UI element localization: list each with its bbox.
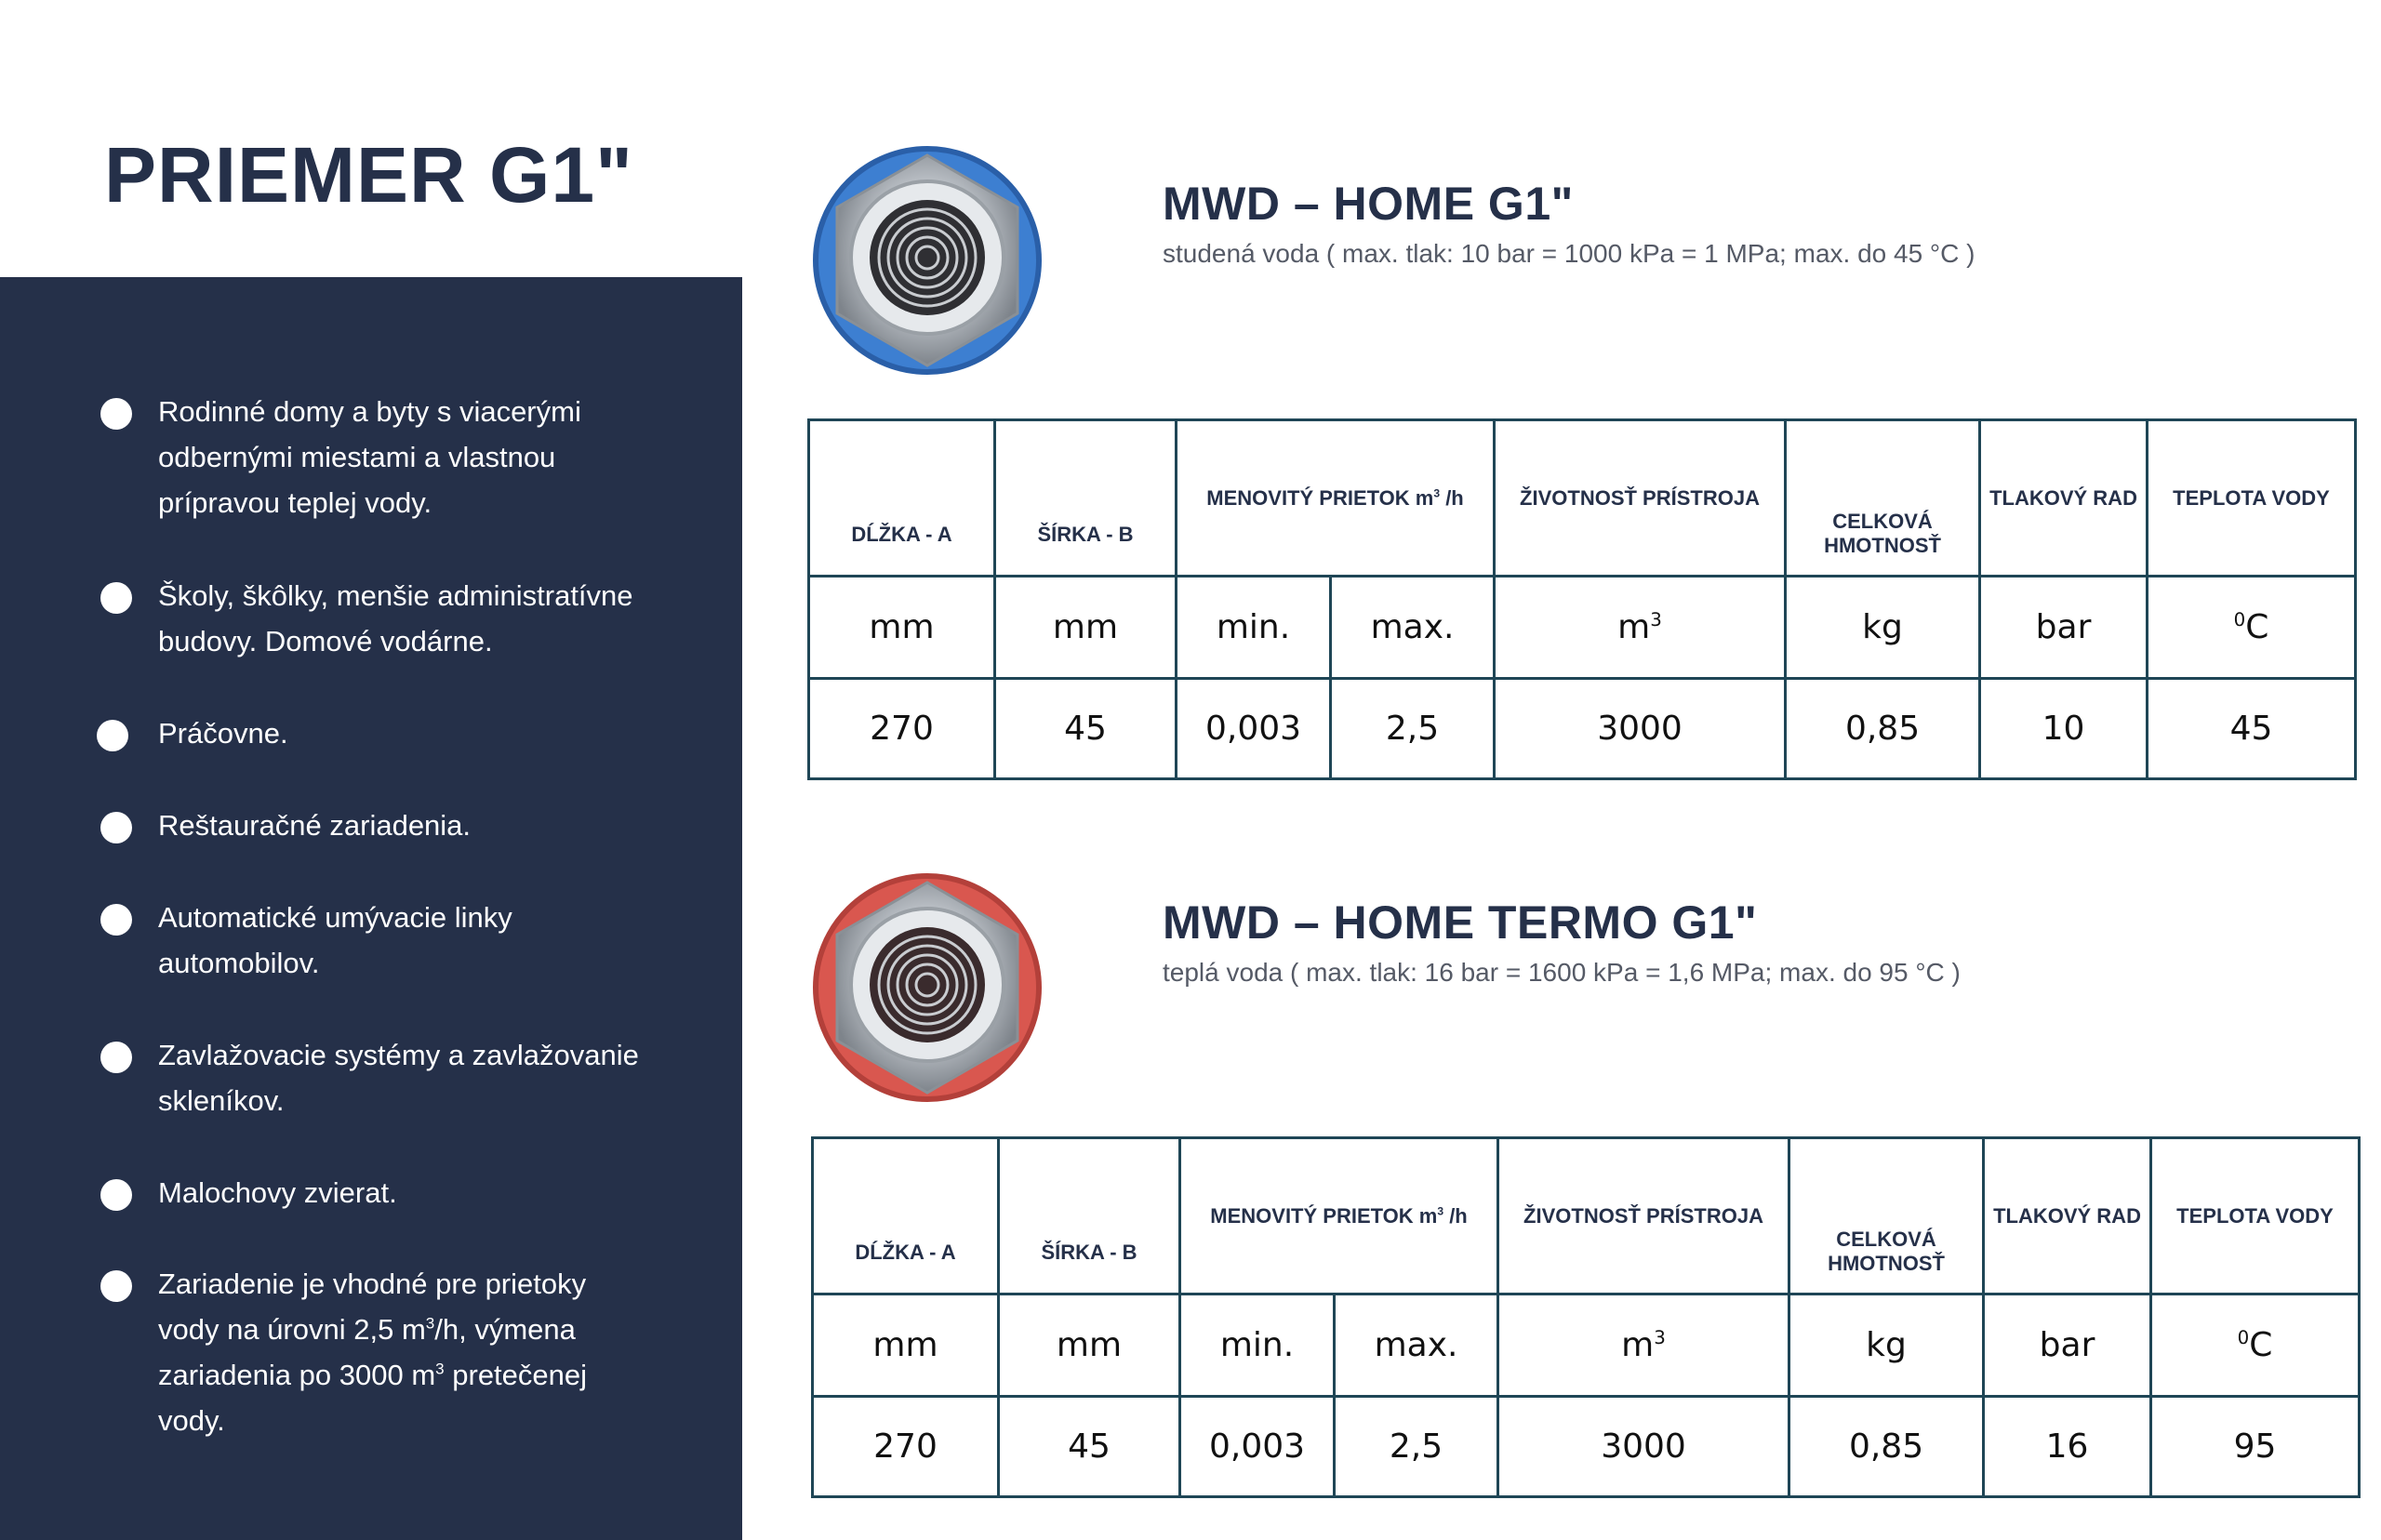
feature-text: budovy. Domové vodárne.: [158, 625, 493, 657]
unit-cell: $m^3$: [1498, 1294, 1789, 1397]
col-header-pressure: TLAKOVÝ RAD: [1984, 1138, 2151, 1294]
col-header-temperature: TEPLOTA VODY: [2148, 420, 2356, 577]
col-header-length: DĹŽKA - A: [813, 1138, 999, 1294]
value-cell: 45: [2148, 679, 2356, 779]
feature-text: Práčovne.: [158, 717, 288, 750]
unit-cell: bar: [1984, 1294, 2151, 1397]
value-cell: 270: [809, 679, 995, 779]
feature-item: [100, 803, 658, 848]
feature-text: /h, výmena: [434, 1313, 576, 1346]
feature-text: automobilov.: [158, 947, 320, 979]
value-cell: 16: [1984, 1397, 2151, 1497]
bullet-dot-icon: [100, 1179, 132, 1211]
product-subtitle: teplá voda ( max. tlak: 16 bar = 1600 kPa = 1,6 MPa; max. do 95 °C ): [1163, 958, 1961, 987]
unit-cell: bar: [1980, 577, 2148, 679]
unit-cell: min.: [1177, 577, 1331, 679]
feature-item: [100, 573, 658, 664]
product-title: MWD – HOME G1": [1163, 178, 1574, 230]
feature-item: [100, 1032, 658, 1123]
value-cell: 3000: [1498, 1397, 1789, 1497]
feature-item: [100, 710, 658, 756]
blue-water-meter-fitting-icon: [811, 144, 1044, 377]
col-header-weight: CELKOVÁ HMOTNOSŤ: [1789, 1138, 1984, 1294]
col-header-lifetime: ŽIVOTNOSŤ PRÍSTROJA: [1498, 1138, 1789, 1294]
col-header-weight: CELKOVÁ HMOTNOSŤ: [1786, 420, 1980, 577]
feature-item: [100, 389, 658, 525]
value-cell: 0,85: [1786, 679, 1980, 779]
value-cell: 0,003: [1180, 1397, 1335, 1497]
value-cell: 0,85: [1789, 1397, 1984, 1497]
feature-text: Automatické umývacie linky: [158, 901, 512, 934]
bullet-dot-icon: [100, 582, 132, 614]
value-cell: 2,5: [1335, 1397, 1498, 1497]
bullet-dot-icon: [100, 398, 132, 430]
product-title: MWD – HOME TERMO G1": [1163, 896, 1758, 949]
value-cell: 3000: [1495, 679, 1786, 779]
feature-text: zariadenia po 3000 m: [158, 1359, 436, 1391]
unit-cell: max.: [1331, 577, 1495, 679]
superscript: 3: [435, 1360, 445, 1378]
bullet-dot-icon: [100, 904, 132, 936]
feature-text: odbernými miestami a vlastnou: [158, 441, 556, 473]
value-cell: 10: [1980, 679, 2148, 779]
feature-item: [100, 895, 658, 986]
col-header-width: ŠÍRKA - B: [999, 1138, 1180, 1294]
unit-cell: mm: [995, 577, 1177, 679]
feature-text: Školy, škôlky, menšie administratívne: [158, 579, 633, 612]
unit-cell: max.: [1335, 1294, 1498, 1397]
bullet-dot-icon: [97, 720, 128, 751]
col-header-lifetime: ŽIVOTNOSŤ PRÍSTROJA: [1495, 420, 1786, 577]
unit-cell: mm: [999, 1294, 1180, 1397]
product-subtitle: studená voda ( max. tlak: 10 bar = 1000 kPa = 1 MPa; max. do 45 °C ): [1163, 239, 1975, 268]
spec-table: [811, 1136, 2361, 1498]
feature-text: Zavlažovacie systémy a zavlažovanie: [158, 1039, 639, 1071]
red-water-meter-fitting-icon: [811, 871, 1044, 1104]
bullet-dot-icon: [100, 812, 132, 843]
feature-text: vody.: [158, 1404, 225, 1437]
value-cell: 45: [999, 1397, 1180, 1497]
unit-cell: kg: [1786, 577, 1980, 679]
feature-item: [100, 1261, 658, 1443]
unit-cell: mm: [809, 577, 995, 679]
col-header-width: ŠÍRKA - B: [995, 420, 1177, 577]
value-cell: 45: [995, 679, 1177, 779]
unit-cell: $m^3$: [1495, 577, 1786, 679]
feature-text: prípravou teplej vody.: [158, 486, 432, 519]
col-header-flow: MENOVITÝ PRIETOK $m^3$ /h: [1177, 420, 1495, 577]
value-cell: 2,5: [1331, 679, 1495, 779]
sidebar-panel: [0, 277, 742, 1540]
bullet-dot-icon: [100, 1270, 132, 1302]
feature-text: pretečenej: [444, 1359, 588, 1391]
value-cell: 270: [813, 1397, 999, 1497]
superscript: 3: [425, 1314, 435, 1333]
unit-cell: min.: [1180, 1294, 1335, 1397]
feature-text: skleníkov.: [158, 1084, 285, 1117]
unit-cell: $^0$C: [2151, 1294, 2360, 1397]
bullet-dot-icon: [100, 1042, 132, 1073]
unit-cell: $^0$C: [2148, 577, 2356, 679]
feature-text: vody na úrovni 2,5 m: [158, 1313, 426, 1346]
feature-item: [100, 1170, 658, 1215]
feature-text: Malochovy zvierat.: [158, 1176, 397, 1209]
col-header-temperature: TEPLOTA VODY: [2151, 1138, 2360, 1294]
col-header-length: DĹŽKA - A: [809, 420, 995, 577]
value-cell: 95: [2151, 1397, 2360, 1497]
feature-text: Zariadenie je vhodné pre prietoky: [158, 1268, 587, 1300]
col-header-pressure: TLAKOVÝ RAD: [1980, 420, 2148, 577]
value-cell: 0,003: [1177, 679, 1331, 779]
feature-text: Reštauračné zariadenia.: [158, 809, 472, 842]
spec-table: [807, 418, 2357, 780]
feature-text: Rodinné domy a byty s viacerými: [158, 395, 581, 428]
col-header-flow: MENOVITÝ PRIETOK $m^3$ /h: [1180, 1138, 1498, 1294]
page-title: PRIEMER G1": [104, 131, 633, 219]
unit-cell: mm: [813, 1294, 999, 1397]
unit-cell: kg: [1789, 1294, 1984, 1397]
